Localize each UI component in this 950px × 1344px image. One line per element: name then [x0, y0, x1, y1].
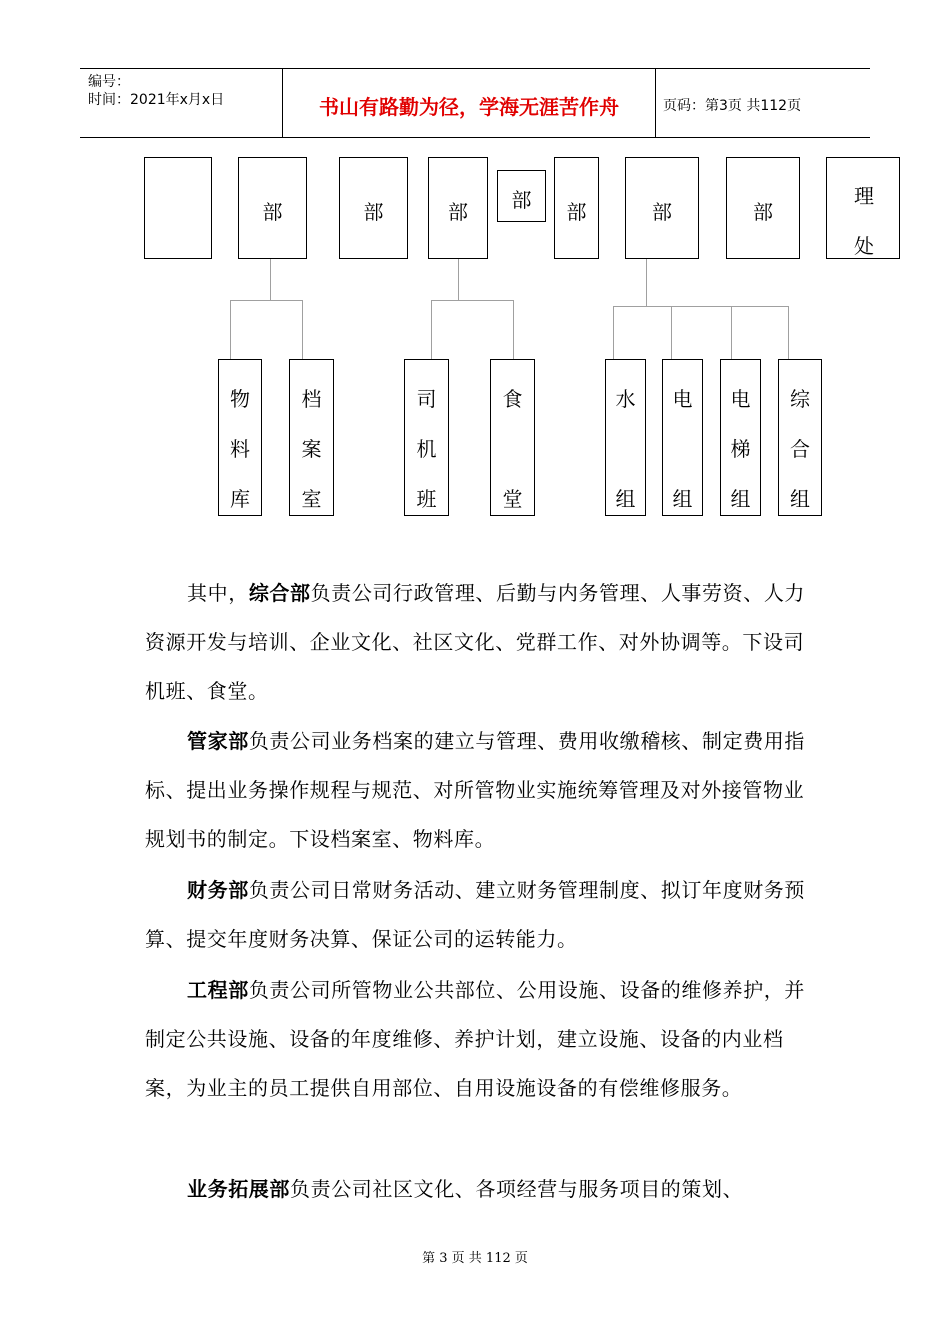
org-box-label: 部	[262, 200, 283, 224]
org-box-label: 理处	[854, 184, 874, 258]
connector	[731, 306, 732, 359]
org-box-blank	[144, 157, 212, 259]
header-motto-cell	[282, 69, 656, 137]
org-sub-materials-store: 物 料 库	[218, 359, 262, 516]
org-box-label: 部	[448, 200, 468, 224]
date-label: 时间：2021年x月x日	[88, 92, 225, 108]
org-sub-general-group: 综 合 组	[778, 359, 822, 516]
paragraph-engineering-dept: 工程部负责公司所管物业公共部位、公用设施、设备的维修养护，并制定公共设施、设备的年度维修、养护计划，建立设施、设备的内业档案，为业主的员工提供自用部位、自用设施设备的有偿维修服务。	[145, 978, 806, 1100]
connector	[302, 300, 303, 359]
org-box-label: 部	[363, 200, 384, 224]
connector	[646, 259, 647, 306]
connector	[431, 300, 432, 359]
org-sub-electric-group: 电 组	[662, 359, 703, 516]
connector	[513, 300, 514, 359]
page-footer: 第 3 页 共 112 页	[422, 1251, 528, 1266]
org-sub-water-group: 水 组	[605, 359, 646, 516]
connector	[671, 306, 672, 359]
header-page-cell	[655, 69, 870, 137]
org-sub-archives-room: 档 案 室	[289, 359, 334, 516]
org-box-dept-7	[726, 157, 800, 259]
paragraph-housekeeping-dept: 管家部负责公司业务档案的建立与管理、费用收缴稽核、制定费用指标、提出业务操作规程与规范、对所管物业实施统筹管理及对外接管物业规划书的制定。下设档案室、物料库。	[145, 729, 806, 851]
header-meta	[80, 69, 282, 137]
org-box-dept-2	[339, 157, 408, 259]
page-info: 页码：第3页 共112页	[663, 98, 802, 114]
org-box-dept-5	[554, 157, 599, 259]
org-box-label: 部	[511, 188, 532, 212]
org-box-dept-1	[238, 157, 307, 259]
org-sub-driver-team: 司 机 班	[404, 359, 449, 516]
paragraph-finance-dept: 财务部负责公司日常财务活动、建立财务管理制度、拟订年度财务预算、提交年度财务决算、保证公司的运转能力。	[145, 878, 806, 951]
document-header	[80, 68, 870, 138]
connector	[613, 306, 789, 307]
org-box-label: 部	[566, 200, 587, 224]
number-label: 编号：	[88, 74, 130, 90]
paragraph-business-dev-dept: 业务拓展部负责公司社区文化、各项经营与服务项目的策划、	[187, 1177, 744, 1201]
org-box-dept-3	[428, 157, 488, 259]
connector	[270, 259, 271, 300]
connector	[230, 300, 303, 301]
org-box-label: 部	[753, 200, 773, 224]
org-box-label: 部	[652, 200, 672, 224]
org-sub-elevator-group: 电 梯 组	[720, 359, 761, 516]
org-box-management-office	[826, 157, 900, 259]
connector	[431, 300, 514, 301]
connector	[788, 306, 789, 359]
org-box-dept-6	[625, 157, 699, 259]
motto: 书山有路勤为径，学海无涯苦作舟	[319, 95, 619, 119]
connector	[613, 306, 614, 359]
org-box-dept-4	[497, 170, 546, 222]
paragraph-general-dept: 其中，综合部负责公司行政管理、后勤与内务管理、人事劳资、人力资源开发与培训、企业文化、社区文化、党群工作、对外协调等。下设司机班、食堂。	[145, 581, 806, 703]
org-sub-canteen: 食 堂	[490, 359, 535, 516]
connector	[230, 300, 231, 359]
connector	[458, 259, 459, 300]
